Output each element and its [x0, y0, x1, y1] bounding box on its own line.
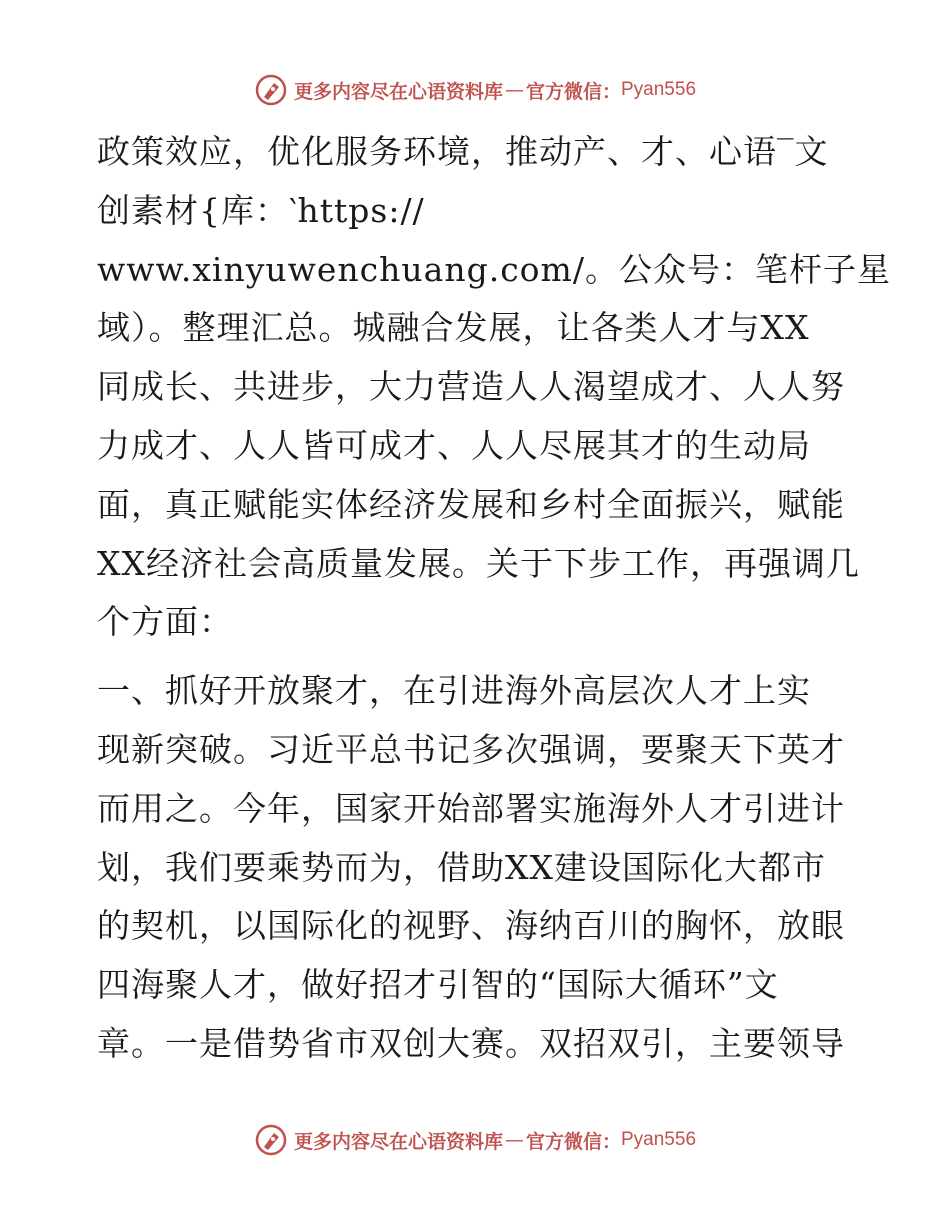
text-line: 力成才、人人皆可成才、人人尽展其才的生动局 — [97, 425, 811, 465]
text-line: 四海聚人才，做好招才引智的“国际大循环”文 — [97, 965, 779, 1005]
footer-text: 更多内容尽在心语资料库 — [293, 1130, 503, 1153]
text-line: 现新突破。习近平总书记多次强调，要聚天下英才 — [97, 729, 845, 769]
paragraph-2 — [97, 662, 867, 1074]
text-line: 而用之。今年，国家开始部署实施海外人才引进计 — [97, 788, 845, 828]
footer-handle: Pyan556 — [621, 1129, 697, 1150]
text-line: 划，我们要乘势而为，借助XX建设国际化大都市 — [97, 847, 826, 887]
text-line: 面，真正赋能实体经济发展和乡村全面振兴，赋能 — [97, 484, 845, 524]
footer-banner — [0, 1122, 950, 1158]
text-line: 创素材{库：‵https:// — [97, 190, 425, 230]
text-line: 个方面： — [97, 602, 233, 642]
text-line: 政策效应，优化服务环境，推动产、才、心语‾文 — [97, 132, 829, 171]
header-handle: Pyan556 — [621, 79, 697, 100]
document-body — [97, 123, 891, 1074]
paragraph-1 — [97, 123, 891, 652]
pen-nib-circle-icon — [254, 1123, 288, 1157]
text-line: 同成长、共进步，大力营造人人渴望成才、人人努 — [97, 367, 845, 407]
footer-label: 官方微信： — [525, 1130, 621, 1153]
text-line: 章。一是借势省市双创大赛。双招双引，主要领导 — [97, 1023, 845, 1063]
text-line: XX经济社会高质量发展。关于下步工作，再强调几 — [97, 543, 860, 583]
footer-separator: — — [504, 1129, 524, 1151]
pen-nib-circle-icon — [254, 73, 288, 107]
header-text: 更多内容尽在心语资料库 — [293, 80, 503, 103]
text-line: 一、抓好开放聚才，在引进海外高层次人才上实 — [97, 671, 811, 711]
header-banner — [0, 72, 950, 108]
header-label: 官方微信： — [525, 80, 621, 103]
header-separator: — — [504, 79, 524, 101]
text-line: 域）。整理汇总。城融合发展，让各类人才与XX — [97, 308, 810, 348]
text-line: www.xinyuwenchuang.com/。公众号：笔杆子星 — [97, 249, 891, 289]
text-line: 的契机，以国际化的视野、海纳百川的胸怀，放眼 — [97, 906, 845, 946]
